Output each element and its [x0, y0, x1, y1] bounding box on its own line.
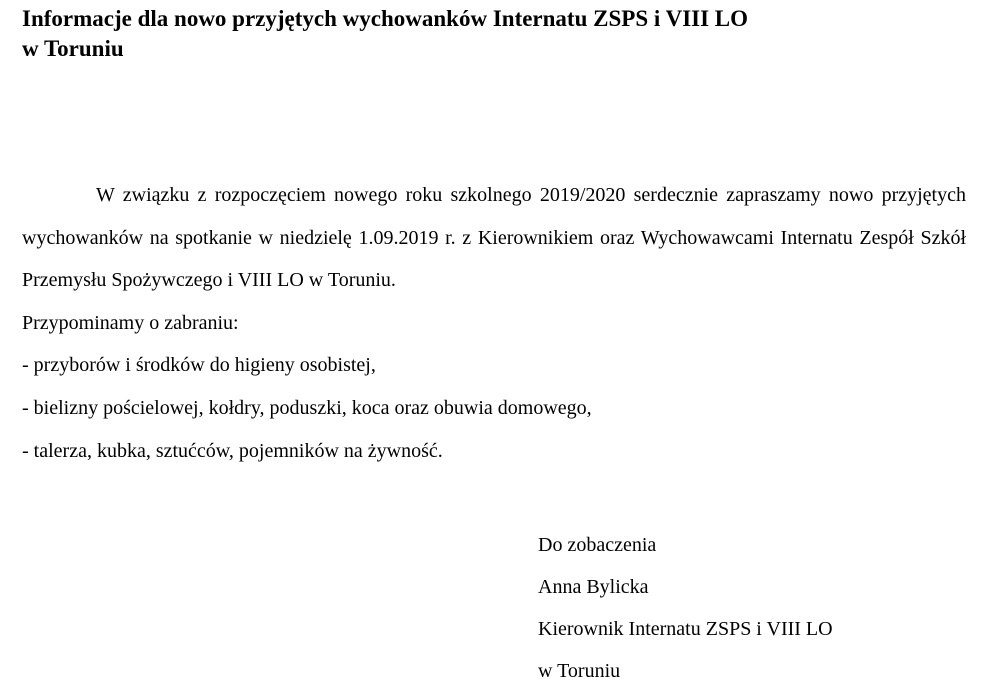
- signature-closing: Do zobaczenia: [538, 534, 657, 556]
- list-item-bedding: - bielizny pościelowej, kołdry, poduszki, koca oraz obuwia domowego,: [22, 396, 592, 419]
- signature-name: Anna Bylicka: [538, 576, 649, 598]
- signature-block: [538, 524, 833, 692]
- list-item-hygiene: - przyborów i środków do higieny osobistej,: [22, 354, 376, 377]
- list-item-tableware: - talerza, kubka, sztućców, pojemników na żywność.: [22, 439, 443, 462]
- title-line-2: w Toruniu: [22, 36, 124, 61]
- document-body: [22, 174, 966, 472]
- signature-place: w Toruniu: [538, 660, 621, 682]
- document-title: [22, 4, 972, 64]
- invitation-paragraph: W związku z rozpoczęciem nowego roku szkolnego 2019/2020 serdecznie zapraszamy nowo przyjętych wychowanków na spotkanie w niedzielę 1.09.2019 r. z Kierownikiem oraz Wychowawcami Internatu Zespół Szkół Przemysłu Spożywczego i VIII LO w Toruniu.: [22, 184, 966, 292]
- reminder-text: Przypominamy o zabraniu:: [22, 311, 239, 334]
- title-line-1: Informacje dla nowo przyjętych wychowanków Internatu ZSPS i VIII LO: [22, 6, 749, 31]
- signature-position: Kierownik Internatu ZSPS i VIII LO: [538, 618, 833, 640]
